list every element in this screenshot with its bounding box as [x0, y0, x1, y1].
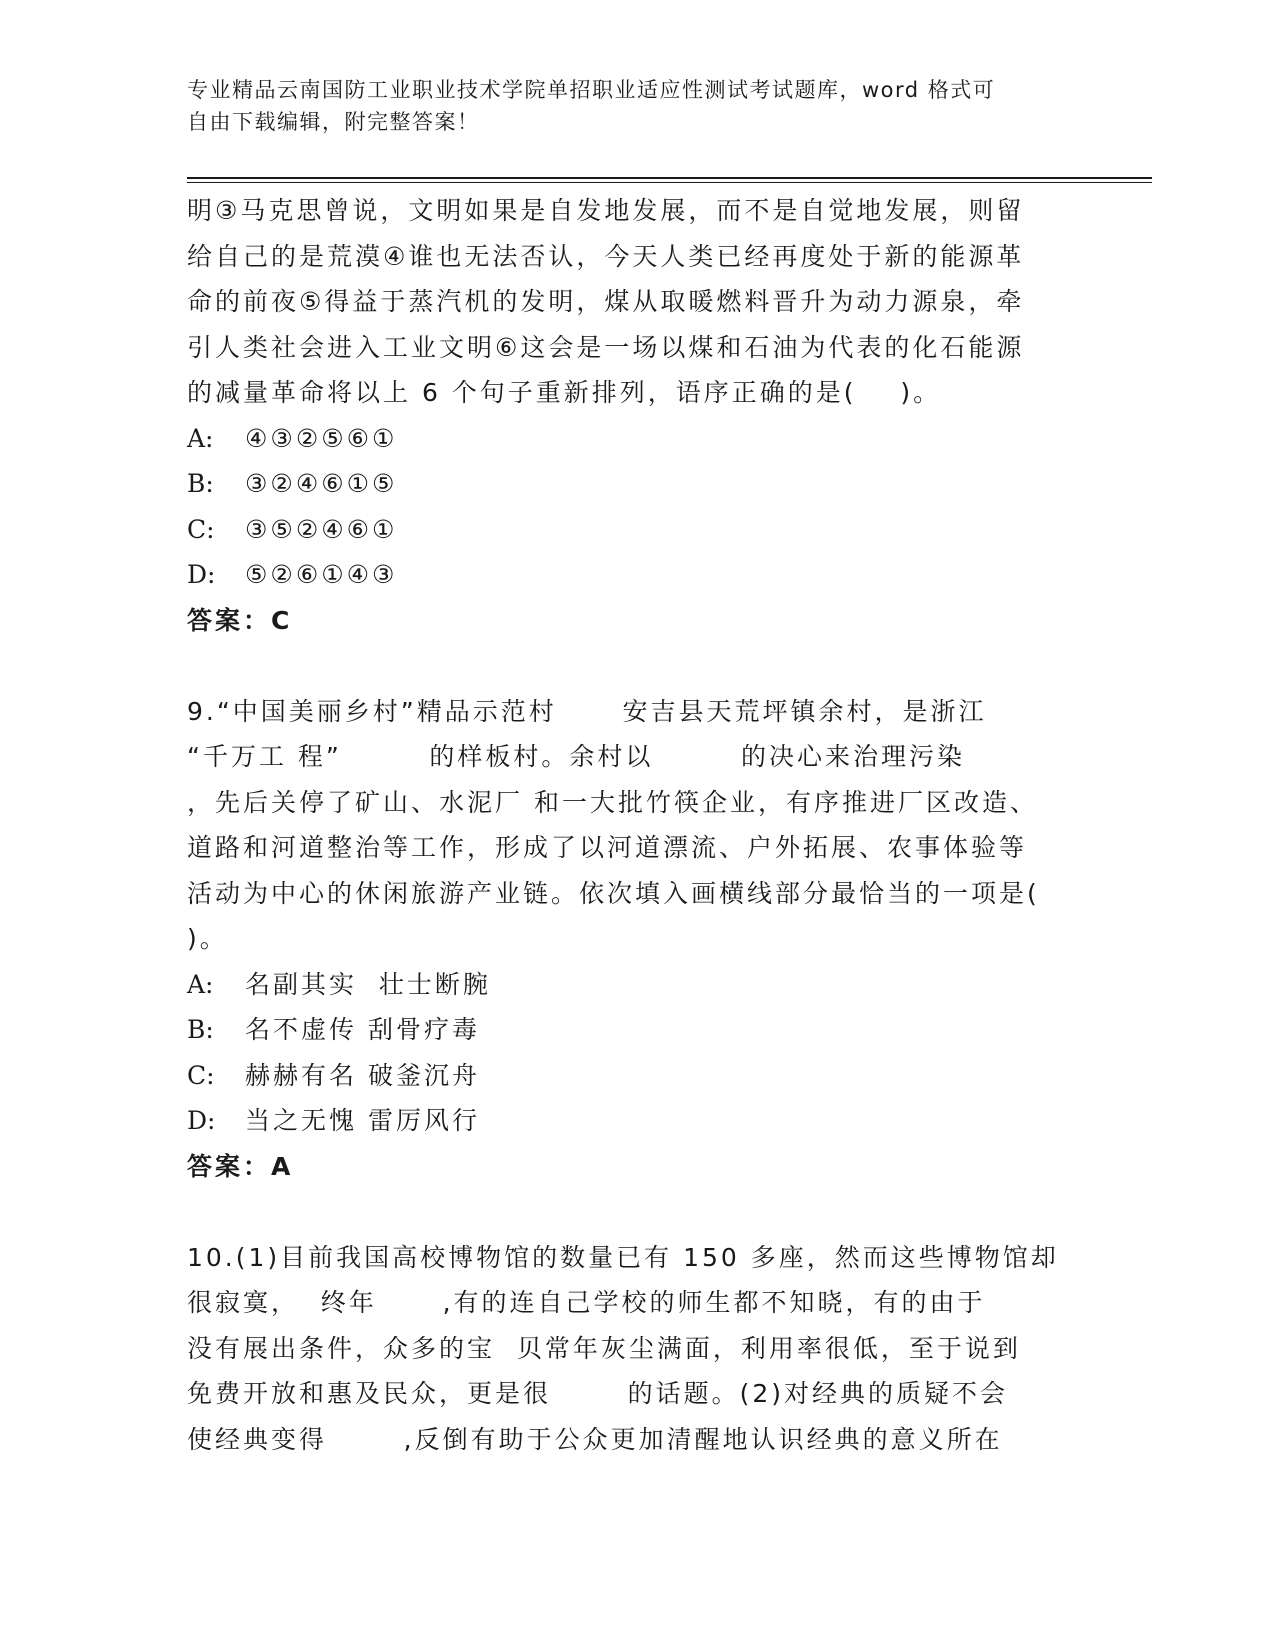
- question-10-text-line: 很寂寞， 终年 ,有的连自己学校的师生都不知晓，有的由于: [187, 1288, 986, 1317]
- option-key: C:: [187, 514, 215, 544]
- question-8-text-line: 明③马克思曾说，文明如果是自发地发展，而不是自觉地发展，则留: [187, 196, 1025, 225]
- option-text: ③②④⑥①⑤: [245, 469, 398, 498]
- option-key: C:: [187, 1060, 215, 1090]
- document-body: [187, 188, 1087, 1462]
- header-divider-thick: [187, 177, 1152, 179]
- question-8-text-line: 的减量革命将以上 6 个句子重新排列，语序正确的是( )。: [187, 378, 942, 407]
- option-key: D:: [187, 1106, 216, 1135]
- option-key: D:: [187, 560, 216, 589]
- option-text: ④③②⑤⑥①: [245, 423, 398, 453]
- question-9-text-line: )。: [187, 924, 228, 953]
- question-9-option-d: [187, 1098, 1087, 1144]
- question-8-text-line: 命的前夜⑤得益于蒸汽机的发明，煤从取暖燃料晋升为动力源泉，牵: [187, 287, 1025, 316]
- question-8: [187, 188, 1087, 643]
- question-9: [187, 689, 1087, 1190]
- spacer: [187, 643, 1087, 689]
- question-9-option-a: [187, 962, 1087, 1008]
- question-9-option-c: [187, 1053, 1087, 1099]
- header-line-1: 专业精品云南国防工业职业技术学院单招职业适应性测试考试题库，word 格式可: [187, 78, 996, 102]
- question-9-text-line: 活动为中心的休闲旅游产业链。依次填入画横线部分最恰当的一项是(: [187, 878, 1040, 908]
- question-8-option-b: [187, 461, 1087, 507]
- question-10-text-line: 免费开放和惠及民众，更是很 的话题。(2)对经典的质疑不会: [187, 1379, 1009, 1408]
- question-9-option-b: [187, 1007, 1087, 1053]
- question-8-text-line: 引人类社会进入工业文明⑥这会是一场以煤和石油为代表的化石能源: [187, 332, 1025, 362]
- header-line-2: 自由下载编辑，附完整答案！: [187, 110, 480, 134]
- question-9-text-line: 道路和河道整治等工作，形成了以河道漂流、户外拓展、农事体验等: [187, 833, 1028, 862]
- option-text: 名副其实 壮士断腕: [245, 969, 491, 999]
- question-9-text-line: ，先后关停了矿山、水泥厂 和一大批竹筷企业，有序推进厂区改造、: [187, 787, 1038, 817]
- question-8-option-d: [187, 552, 1087, 598]
- question-10: [187, 1235, 1087, 1463]
- spacer: [187, 1189, 1087, 1235]
- option-text: 当之无愧 雷厉风行: [245, 1106, 480, 1135]
- question-9-text-line: 9.“中国美丽乡村”精品示范村 安吉县天荒坪镇余村，是浙江: [187, 696, 987, 726]
- header-divider-thin: [187, 182, 1152, 183]
- option-text: ③⑤②④⑥①: [245, 514, 398, 544]
- option-key: B:: [187, 1015, 214, 1044]
- question-8-answer: 答案：C: [187, 605, 293, 635]
- question-8-option-c: [187, 507, 1087, 553]
- question-9-answer: 答案：A: [187, 1151, 294, 1181]
- option-key: A:: [187, 423, 214, 453]
- question-8-text-line: 给自己的是荒漠④谁也无法否认，今天人类已经再度处于新的能源革: [187, 241, 1025, 271]
- option-key: B:: [187, 469, 214, 498]
- question-8-option-a: [187, 416, 1087, 462]
- page-header: [187, 74, 1087, 138]
- question-10-text-line: 没有展出条件，众多的宝 贝常年灰尘满面，利用率很低，至于说到: [187, 1333, 1021, 1363]
- option-text: 赫赫有名 破釜沉舟: [245, 1060, 480, 1090]
- option-text: ⑤②⑥①④③: [245, 560, 398, 589]
- question-9-text-line: “千万工 程” 的样板村。余村以 的决心来治理污染: [187, 742, 966, 771]
- option-key: A:: [187, 969, 214, 999]
- question-10-text-line: 10.(1)目前我国高校博物馆的数量已有 150 多座，然而这些博物馆却: [187, 1242, 1059, 1272]
- option-text: 名不虚传 刮骨疗毒: [245, 1015, 480, 1044]
- question-10-text-line: 使经典变得 ,反倒有助于公众更加清醒地认识经典的意义所在: [187, 1424, 1003, 1454]
